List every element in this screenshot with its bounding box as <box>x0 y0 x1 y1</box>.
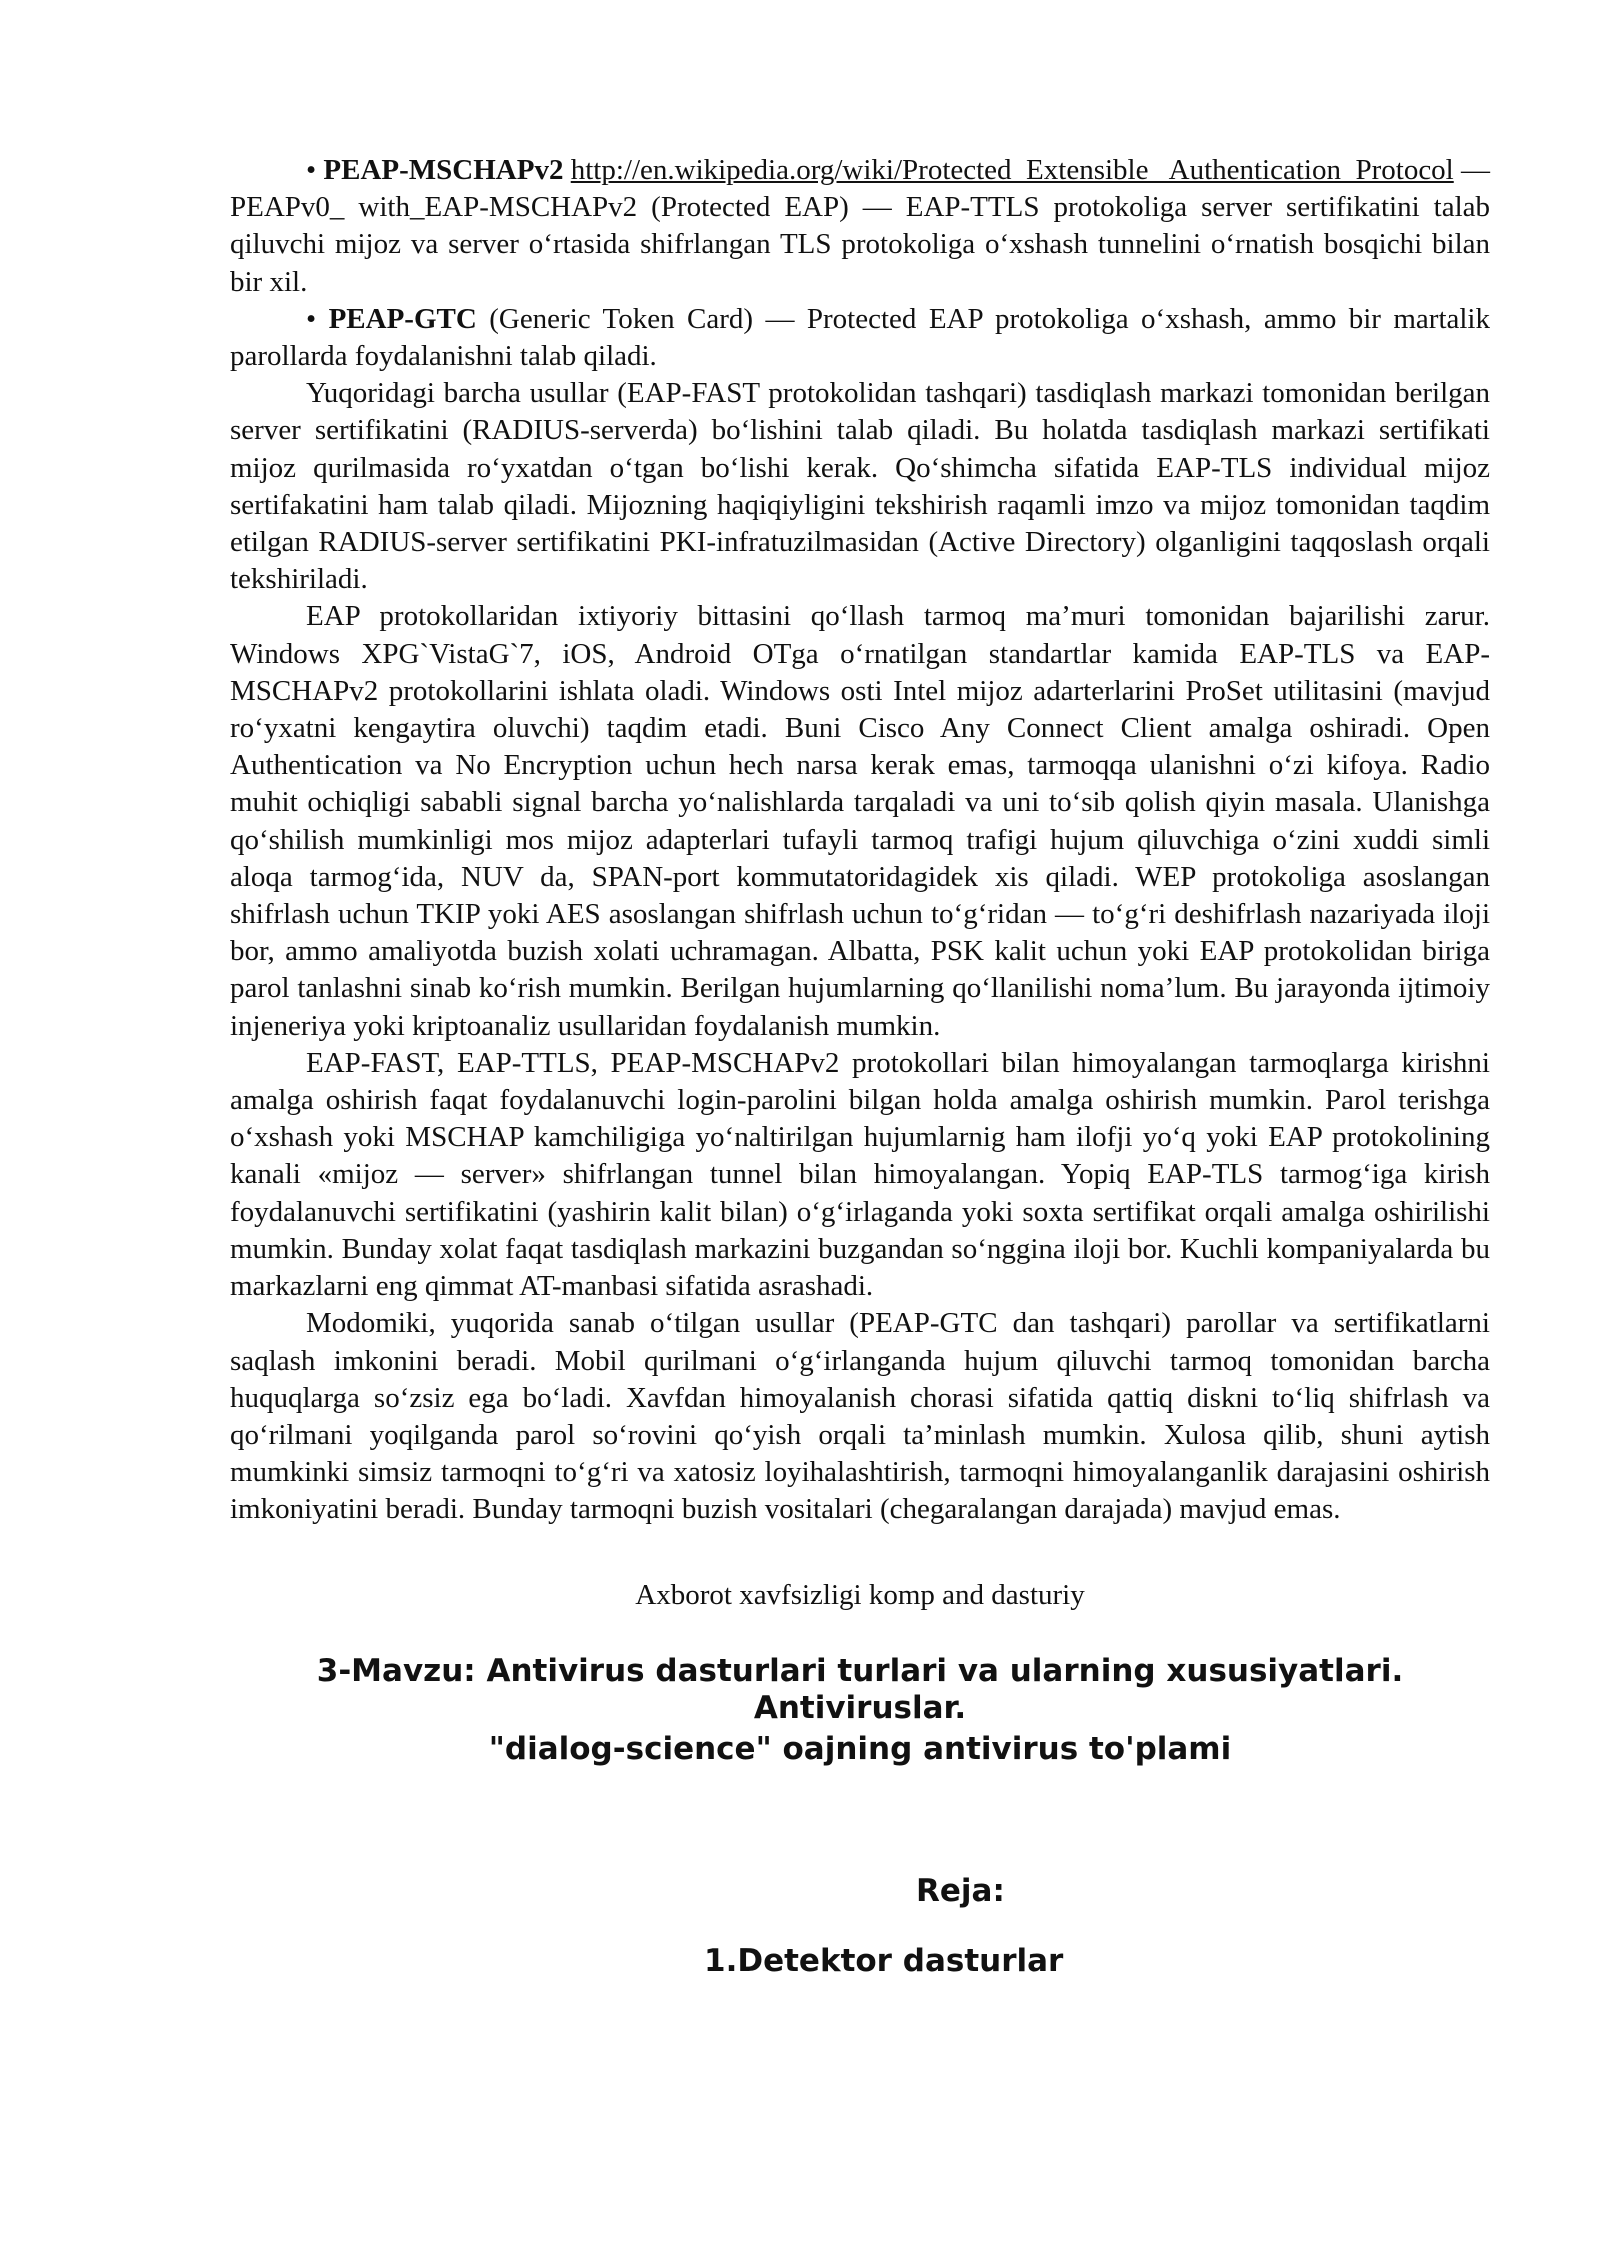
paragraph-text: — PEAPv0_ with_EAP-MSCHAPv2 (Protected EAP) — EAP-TTLS protokoliga server sertifikatini talab qiluvchi mijoz va server oʻrtasida shifrlangan TLS protokoliga oʻxshash tunnelini oʻrnatish bosqichi bilan bir xil. <box>230 154 1491 298</box>
section-gap <box>230 1529 1490 1577</box>
paragraph-peap-mschapv2 <box>230 152 1490 301</box>
term-peap-mschapv2: PEAP-MSCHAPv2 <box>323 154 564 186</box>
document-page <box>230 152 1490 1980</box>
bullet: • <box>306 154 324 186</box>
course-title: Axborot xavfsizligi komp and dasturiy <box>635 1578 1085 1611</box>
plan-item: 1.Detektor dasturlar <box>704 1942 1064 1979</box>
bullet: • <box>306 302 329 335</box>
topic-subheading: "dialog-science" oajning antivirus to'plami <box>488 1730 1232 1767</box>
paragraph-conclusion: Modomiki, yuqorida sanab oʻtilgan usullar (PEAP-GTC dan tashqari) parollar va sertifikatlarni saqlash imkonini beradi. Mobil qurilmani oʻgʻirlanganda hujum qiluvchi tarmoq tomonidan barcha huquqlarga soʻzsiz ega boʻladi. Xavfdan himoyalanish chorasi sifatida qattiq diskni toʻliq shifrlash va qoʻrilmani yoqilganda parol soʻrovini qoʻyish orqali ta’minlash mumkin. Xulosa qilib, shuni aytish mumkinki simsiz tarmoqni toʻgʻri va xatosiz loyihalashtirish, tarmoqni himoyalanganlik darajasini oshirish imkoniyatini beradi. Bunday tarmoqni buzish vositalari (chegaralangan darajada) mavjud emas. <box>230 1307 1490 1526</box>
term-peap-gtc: PEAP-GTC <box>328 302 477 335</box>
topic-heading: 3-Mavzu: Antivirus dasturlari turlari va ularning xususiyatlari. Antiviruslar. <box>316 1652 1404 1726</box>
wikipedia-link[interactable]: http://en.wikipedia.org/wiki/Protected_Extensible_ Authentication_Protocol <box>570 154 1454 186</box>
plan-label: Reja: <box>916 1872 1005 1909</box>
paragraph-peap-gtc <box>230 301 1490 375</box>
paragraph-eap-fast: EAP-FAST, EAP-TTLS, PEAP-MSCHAPv2 protokollari bilan himoyalangan tarmoqlarga kirishni amalga oshirish faqat foydalanuvchi login-parolini bilgan holda amalga oshirish mumkin. Parol terishga oʻxshash yoki MSCHAP kamchiligiga yoʻnaltirilgan hujumlarnig ham ilofji yoʻq yoki EAP protokolining kanali «mijoz — server» shifrlangan tunnel bilan himoyalangan. Yopiq EAP-TLS tarmogʻiga kirish foydalanuvchi sertifikatini (yashirin kalit bilan) oʻgʻirlaganda yoki soxta sertifikat orqali amalga oshirilishi mumkin. Bunday xolat faqat tasdiqlash markazini buzgandan soʻnggina iloji bor. Kuchli kompaniyalarda bu markazlarni eng qimmat AT-manbasi sifatida asrashadi. <box>230 1046 1490 1303</box>
paragraph-certificates: Yuqoridagi barcha usullar (EAP-FAST protokolidan tashqari) tasdiqlash markazi tomonidan berilgan server sertifikatini (RADIUS-serverda) boʻlishini talab qiladi. Bu holatda tasdiqlash markazi sertifikati mijoz qurilmasida roʻyxatdan oʻtgan boʻlishi kerak. Qoʻshimcha sifatida EAP-TLS individual mijoz sertifakatini ham talab qiladi. Mijozning haqiqiyligini tekshirish raqamli imzo va mijoz tomonidan taqdim etilgan RADIUS-server sertifikatini PKI-infratuzilmasidan (Active Directory) olganligini taqqoslash orqali tekshiriladi. <box>230 377 1490 596</box>
paragraph-eap-protocols: EAP protokollaridan ixtiyoriy bittasini qoʻllash tarmoq ma’muri tomonidan bajarilishi zarur. Windows XPG`VistaG`7, iOS, Android OTga oʻrnatilgan standartlar kamida EAP-TLS va EAP-MSCHAPv2 protokollarini ishlata oladi. Windows osti Intel mijoz adarterlarini ProSet utilitasini (mavjud roʻyxatni kengaytira oluvchi) taqdim etadi. Buni Cisco Any Connect Client amalga oshiradi. Open Authentication va No Encryption uchun hech narsa kerak emas, tarmoqqa ulanishni oʻzi kifoya. Radio muhit ochiqligi sababli signal barcha yoʻnalishlarda tarqaladi va uni toʻsib qolish qiyin masala. Ulanishga qoʻshilish mumkinligi mos mijoz adapterlari tufayli tarmoq trafigi hujum qiluvchiga oʻzini xuddi simli aloqa tarmogʻida, NUV da, SPAN-port kommutatoridagidek xis qiladi. WEP protokoliga asoslangan shifrlash uchun TKIP yoki AES asoslangan shifrlash uchun toʻgʻridan — toʻgʻri deshifrlash nazariyada iloji bor, ammo amaliyotda buzish xolati uchramagan. Albatta, PSK kalit uchun yoki EAP protokolidan biriga parol tanlashni sinab koʻrish mumkin. Berilgan hujumlarning qoʻllanilishi noma’lum. Bu jarayonda ijtimoiy injeneriya yoki kriptoanaliz usullaridan foydalanish mumkin. <box>230 600 1490 1042</box>
paragraph-text: (Generic Token Card) — Protected EAP protokoliga oʻxshash, ammo bir martalik parollarda foydalanishni talab qiladi. <box>230 302 1490 373</box>
